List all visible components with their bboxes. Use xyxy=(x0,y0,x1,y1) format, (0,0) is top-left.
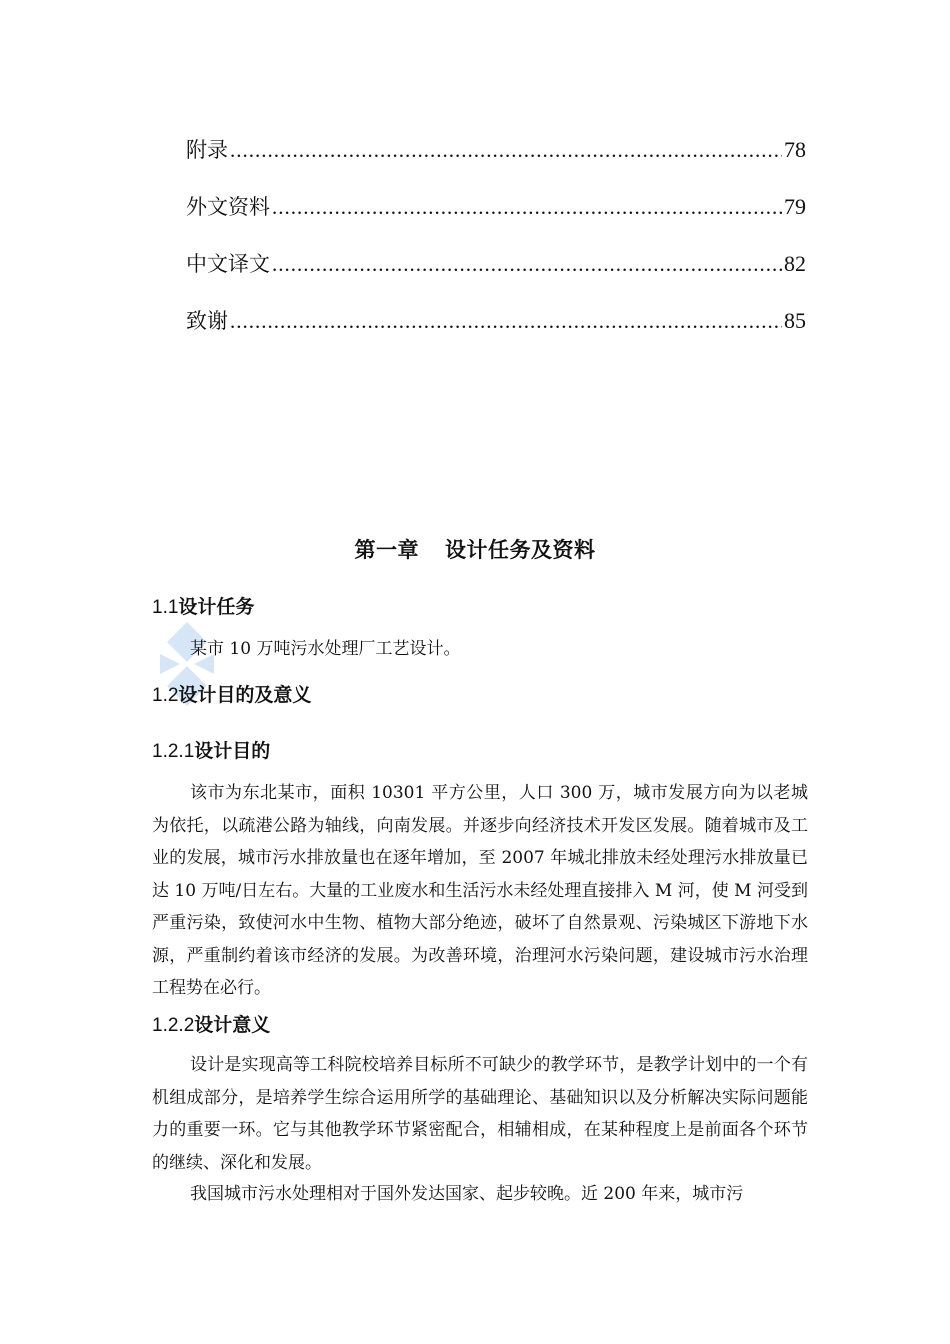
chapter-heading xyxy=(0,534,950,564)
toc-entry-title: 致谢 xyxy=(186,309,228,333)
section-1-2-2-text-2: 我国城市污水处理相对于国外发达国家、起步较晚。近 200 年来，城市污 xyxy=(190,1184,744,1204)
toc-leader-dots xyxy=(272,195,782,220)
toc-entry-page: 85 xyxy=(784,308,806,333)
toc-entry-title: 中文译文 xyxy=(186,252,270,276)
toc-entry[interactable] xyxy=(186,248,806,305)
toc-entry-page: 78 xyxy=(784,137,806,162)
chapter-number: 第一章 xyxy=(354,538,419,562)
toc-entry-page: 82 xyxy=(784,251,806,276)
toc-entry-title: 附录 xyxy=(186,138,228,162)
toc-entry[interactable] xyxy=(186,305,806,362)
toc-leader-dots xyxy=(230,138,782,163)
section-heading-1-2-2: 1.2.2设计意义 xyxy=(152,1014,271,1036)
section-1-2-1-text: 该市为东北某市，面积 10301 平方公里，人口 300 万，城市发展方向为以老城为依托，以疏港公路为轴线，向南发展。并逐步向经济技术开发区发展。随着城市及工业的发展，城市污水排放量也在逐年增加，至 2007 年城北排放未经处理污水排放量已达 10 万吨/日左右。大量的工业废水和生活污水未经处理直接排入 M 河，使 M 河受到严重污染，致使河水中生物、植物大部分绝迹，破坏了自然景观、污染城区下游地下水源，严重制约着该市经济的发展。为改善环境，治理河水污染问题，建设城市污水治理工程势在必行。 xyxy=(152,783,808,998)
toc-leader-dots xyxy=(272,252,782,277)
section-heading-1-2: 1.2设计目的及意义 xyxy=(152,684,312,706)
section-1-1-text: 某市 10 万吨污水处理厂工艺设计。 xyxy=(190,639,461,659)
toc-entry-page: 79 xyxy=(784,194,806,219)
section-heading-1-2-1: 1.2.1设计目的 xyxy=(152,740,271,762)
table-of-contents xyxy=(186,134,806,362)
toc-entry[interactable] xyxy=(186,134,806,191)
toc-entry[interactable] xyxy=(186,191,806,248)
chapter-title: 设计任务及资料 xyxy=(445,538,596,562)
section-1-2-2-text: 设计是实现高等工科院校培养目标所不可缺少的教学环节，是教学计划中的一个有机组成部分，是培养学生综合运用所学的基础理论、基础知识以及分析解决实际问题能力的重要一环。它与其他教学环节紧密配合，相辅相成，在某种程度上是前面各个环节的继续、深化和发展。 xyxy=(152,1055,808,1173)
toc-leader-dots xyxy=(230,309,782,334)
section-heading-1-1: 1.1设计任务 xyxy=(152,596,255,618)
toc-entry-title: 外文资料 xyxy=(186,195,270,219)
